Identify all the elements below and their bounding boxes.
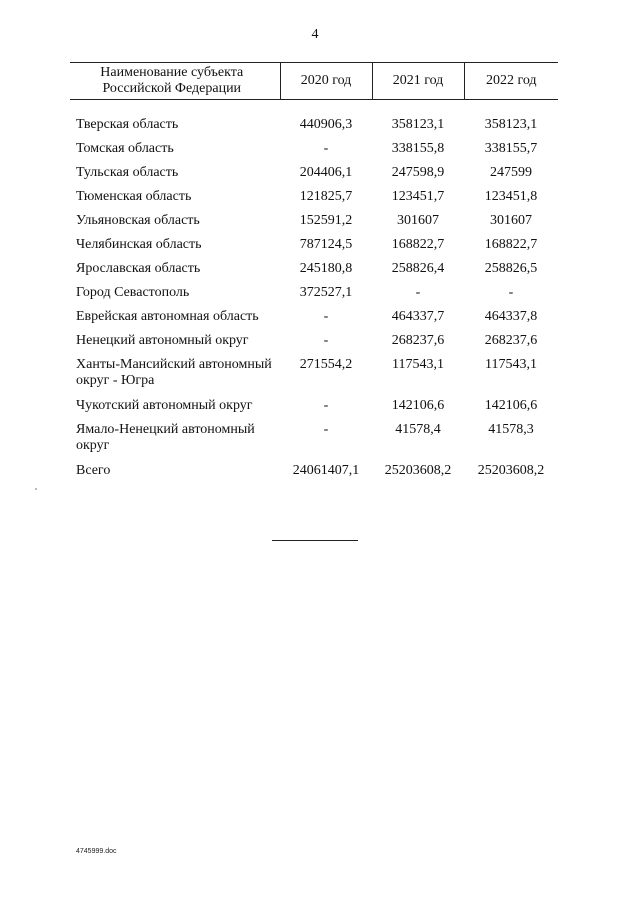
value-2021-cell: 123451,7 <box>391 189 445 204</box>
value-2021-cell: - <box>415 285 421 300</box>
value-2020-cell: 440906,3 <box>299 117 353 132</box>
value-2020-cell: - <box>323 309 329 324</box>
subject-name-cell: Ненецкий автономный округ <box>76 333 249 348</box>
header-2021: 2021 год <box>372 63 464 100</box>
page-number: 4 <box>311 27 319 42</box>
table-row <box>70 463 558 487</box>
table-row <box>70 398 558 422</box>
value-2020-cell: 121825,7 <box>299 189 353 204</box>
subject-name-cell: Ямало-Ненецкий автономный округ <box>76 422 255 453</box>
value-2021-cell: 117543,1 <box>392 357 444 372</box>
subject-name-cell: Тверская область <box>76 117 179 132</box>
value-2021-cell: 464337,7 <box>391 309 445 324</box>
subject-name-cell: Ульяновская область <box>76 213 200 228</box>
table-row <box>70 422 558 463</box>
header-subject-name: Наименование субъекта Российской Федерации <box>70 63 280 100</box>
table-row <box>70 309 558 333</box>
value-2021-cell: 41578,4 <box>395 422 441 437</box>
table-row <box>70 237 558 261</box>
value-2020-cell: 24061407,1 <box>292 463 360 478</box>
budget-table-container <box>70 62 558 487</box>
value-2020-cell: 245180,8 <box>299 261 353 276</box>
table-row <box>70 357 558 398</box>
subject-name-cell: Тюменская область <box>76 189 192 204</box>
table-row <box>70 261 558 285</box>
table-header <box>70 63 558 100</box>
subject-name-cell: Всего <box>76 463 111 478</box>
value-2022-cell: 142106,6 <box>484 398 538 413</box>
table-row <box>70 213 558 237</box>
table-row <box>70 189 558 213</box>
value-2022-cell: 25203608,2 <box>477 463 545 478</box>
value-2022-cell: 168822,7 <box>484 237 538 252</box>
value-2022-cell: 123451,8 <box>484 189 538 204</box>
value-2022-cell: - <box>508 285 514 300</box>
table-row <box>70 333 558 357</box>
value-2021-cell: 268237,6 <box>391 333 445 348</box>
value-2021-cell: 301607 <box>397 213 439 228</box>
value-2022-cell: 41578,3 <box>488 422 534 437</box>
value-2022-cell: 338155,7 <box>484 141 538 156</box>
subject-name-cell: Челябинская область <box>76 237 202 252</box>
subject-name-cell: Еврейская автономная область <box>76 309 259 324</box>
value-2021-cell: 338155,8 <box>391 141 445 156</box>
value-2021-cell: 142106,6 <box>391 398 445 413</box>
subject-name-cell: Ярославская область <box>76 261 201 276</box>
subject-name-cell: Тульская область <box>76 165 179 180</box>
subject-name-cell: Чукотский автономный округ <box>76 398 253 413</box>
margin-mark <box>35 488 37 490</box>
end-rule <box>272 540 358 541</box>
document-id: 4745999.doc <box>76 848 117 855</box>
value-2021-cell: 25203608,2 <box>384 463 452 478</box>
subject-name-cell: Томская область <box>76 141 174 156</box>
table-row <box>70 141 558 165</box>
subject-name-cell: Город Севастополь <box>76 285 190 300</box>
value-2022-cell: 268237,6 <box>484 333 538 348</box>
subject-name-cell: Ханты-Мансийский автономный округ - Югра <box>76 357 272 388</box>
value-2021-cell: 168822,7 <box>391 237 445 252</box>
table-row <box>70 165 558 189</box>
header-2022: 2022 год <box>464 63 558 100</box>
value-2020-cell: 372527,1 <box>299 285 353 300</box>
value-2020-cell: - <box>323 333 329 348</box>
value-2021-cell: 258826,4 <box>391 261 445 276</box>
value-2020-cell: - <box>323 398 329 413</box>
value-2020-cell: - <box>323 422 329 437</box>
value-2020-cell: 152591,2 <box>299 213 353 228</box>
table-row <box>70 285 558 309</box>
value-2021-cell: 358123,1 <box>391 117 445 132</box>
table-body <box>70 100 558 488</box>
value-2020-cell: 271554,2 <box>299 357 353 372</box>
value-2022-cell: 358123,1 <box>484 117 538 132</box>
value-2022-cell: 464337,8 <box>484 309 538 324</box>
value-2020-cell: 787124,5 <box>299 237 353 252</box>
header-2020: 2020 год <box>280 63 372 100</box>
value-2020-cell: - <box>323 141 329 156</box>
value-2022-cell: 301607 <box>490 213 532 228</box>
value-2021-cell: 247598,9 <box>391 165 445 180</box>
value-2022-cell: 117543,1 <box>485 357 537 372</box>
value-2022-cell: 258826,5 <box>484 261 538 276</box>
value-2022-cell: 247599 <box>490 165 532 180</box>
value-2020-cell: 204406,1 <box>299 165 353 180</box>
table-row <box>70 117 558 141</box>
budget-table <box>70 62 558 487</box>
